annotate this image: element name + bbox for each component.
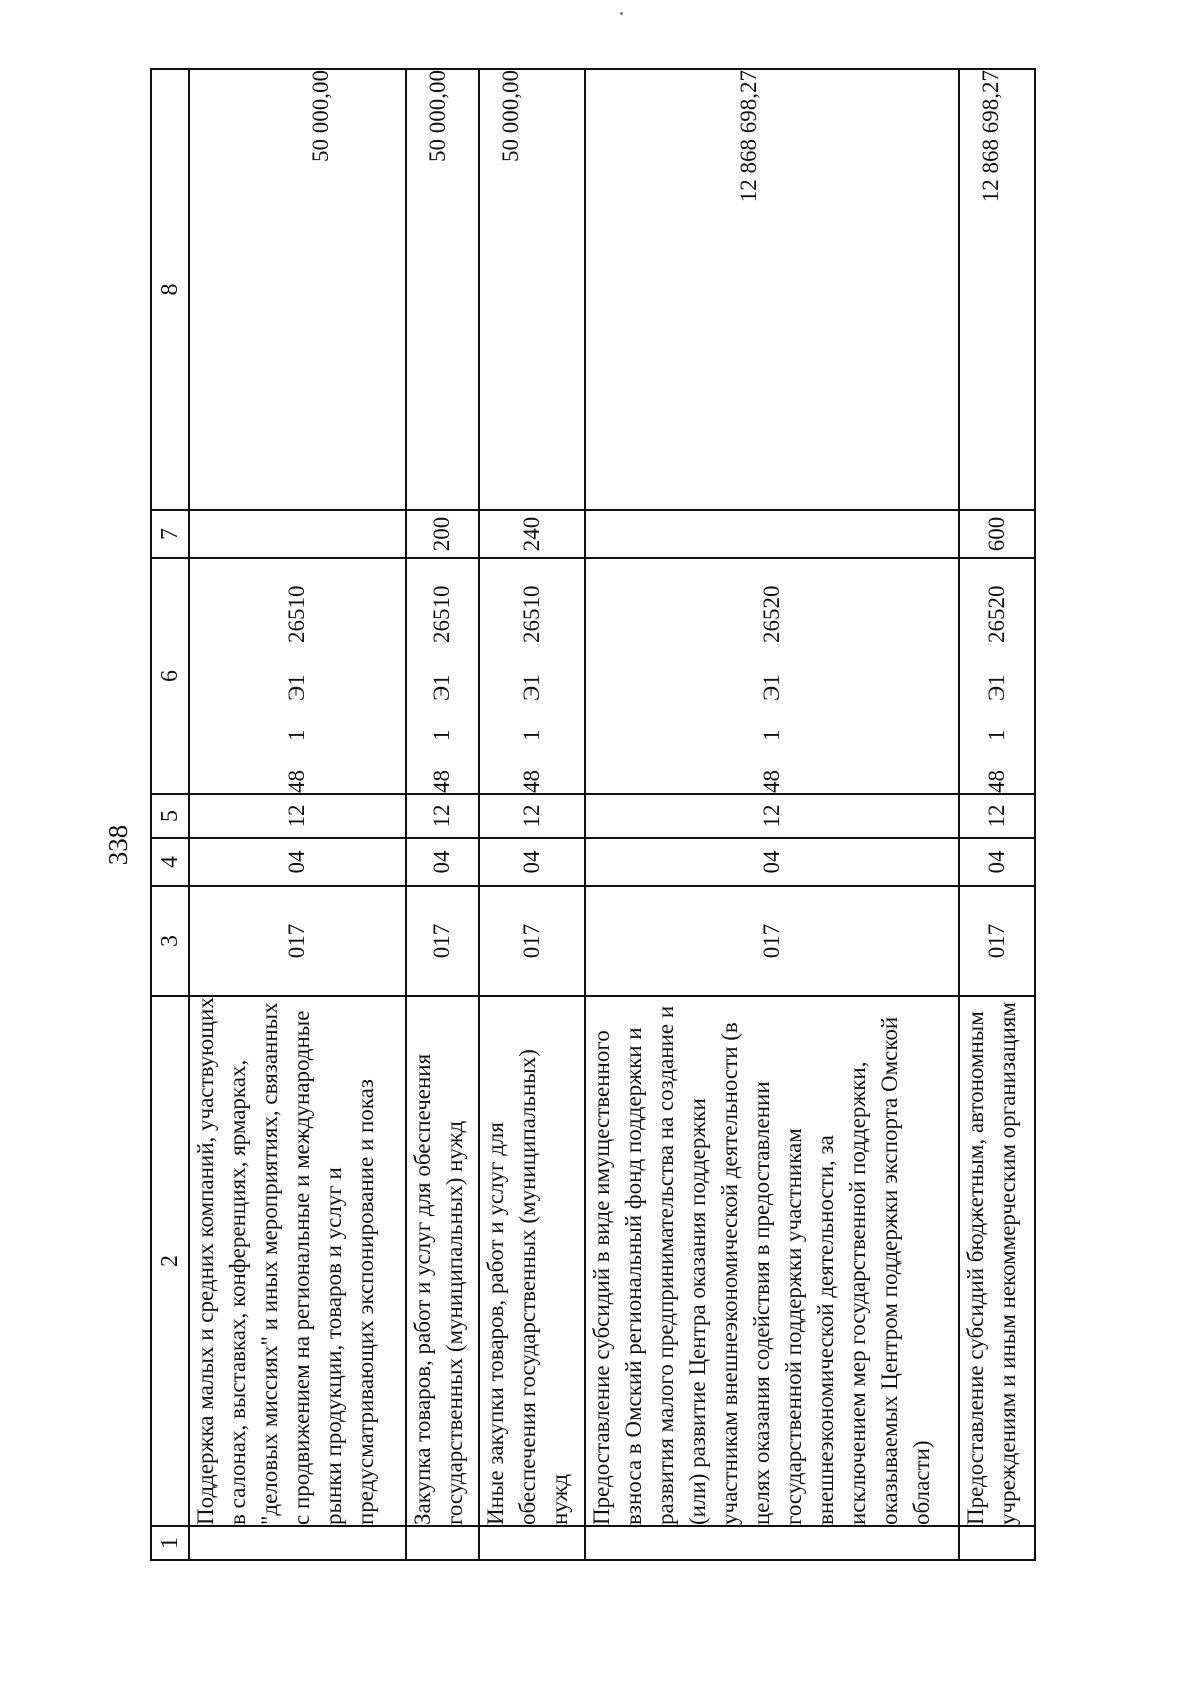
expense-type-cell bbox=[585, 510, 959, 558]
code-ministry-cell: 017 bbox=[189, 886, 406, 996]
expense-type-cell: 200 bbox=[406, 510, 480, 558]
header-cell: 7 bbox=[151, 510, 189, 558]
code-section-cell: 04 bbox=[479, 838, 585, 886]
target-article-cell: 481Э126510 bbox=[406, 558, 480, 794]
code-ministry-cell: 017 bbox=[406, 886, 480, 996]
header-cell: 2 bbox=[151, 996, 189, 1526]
code-ministry-cell: 017 bbox=[479, 886, 585, 996]
target-article-cell: 481Э126520 bbox=[585, 558, 959, 794]
code-section-cell: 04 bbox=[406, 838, 480, 886]
amount-cell: 50 000,00 bbox=[189, 69, 406, 510]
header-cell: 1 bbox=[151, 1526, 189, 1560]
amount-cell: 12 868 698,27 bbox=[585, 69, 959, 510]
table-row bbox=[189, 69, 406, 1560]
code-subsection-cell: 12 bbox=[959, 794, 1035, 838]
amount-cell: 50 000,00 bbox=[479, 69, 585, 510]
header-cell: 4 bbox=[151, 838, 189, 886]
code-subsection-cell: 12 bbox=[585, 794, 959, 838]
header-cell: 8 bbox=[151, 69, 189, 510]
row-number-cell bbox=[479, 1526, 585, 1560]
target-article-cell: 481Э126520 bbox=[959, 558, 1035, 794]
code-section-cell: 04 bbox=[585, 838, 959, 886]
expense-type-cell: 600 bbox=[959, 510, 1035, 558]
row-number-cell bbox=[585, 1526, 959, 1560]
table-row bbox=[406, 69, 480, 1560]
row-name-cell: Поддержка малых и средних компаний, участвующих в салонах, выставках, конференциях, ярмарках, "деловых миссиях" и иных мероприятиях, связанных с продвижением на региональные и международные рынки продукции, товаров и услуг и предусматривающих экспонирование и показ bbox=[189, 996, 406, 1526]
target-article-cell: 481Э126510 bbox=[479, 558, 585, 794]
header-cell: 6 bbox=[151, 558, 189, 794]
page-number: 338 bbox=[103, 824, 133, 866]
header-row bbox=[151, 69, 189, 1560]
code-ministry-cell: 017 bbox=[585, 886, 959, 996]
row-name-cell: Предоставление субсидий бюджетным, автономным учреждениям и иным некоммерческим организациям bbox=[959, 996, 1035, 1526]
rotated-document-table bbox=[150, 70, 1036, 1561]
code-subsection-cell: 12 bbox=[479, 794, 585, 838]
amount-cell: 12 868 698,27 bbox=[959, 69, 1035, 510]
row-number-cell bbox=[406, 1526, 480, 1560]
target-article-cell: 481Э126510 bbox=[189, 558, 406, 794]
table-row bbox=[479, 69, 585, 1560]
scan-speck bbox=[620, 12, 623, 15]
code-section-cell: 04 bbox=[189, 838, 406, 886]
code-ministry-cell: 017 bbox=[959, 886, 1035, 996]
code-subsection-cell: 12 bbox=[189, 794, 406, 838]
budget-table bbox=[150, 68, 1036, 1561]
code-subsection-cell: 12 bbox=[406, 794, 480, 838]
expense-type-cell: 240 bbox=[479, 510, 585, 558]
header-cell: 5 bbox=[151, 794, 189, 838]
row-name-cell: Предоставление субсидий в виде имущественного взноса в Омский региональный фонд поддержки и развития малого предпринимательства на создание и (или) развитие Центра оказания поддержки участникам внешнеэкономической деятельности (в целях оказания содействия в предоставлении государственной поддержки участникам внешнеэкономической деятельности, за исключением мер государственной поддержки, оказываемых Центром поддержки экспорта Омской области) bbox=[585, 996, 959, 1526]
amount-cell: 50 000,00 bbox=[406, 69, 480, 510]
expense-type-cell bbox=[189, 510, 406, 558]
header-cell: 3 bbox=[151, 886, 189, 996]
row-name-cell: Иные закупки товаров, работ и услуг для обеспечения государственных (муниципальных) нужд bbox=[479, 996, 585, 1526]
row-number-cell bbox=[959, 1526, 1035, 1560]
row-name-cell: Закупка товаров, работ и услуг для обеспечения государственных (муниципальных) нужд bbox=[406, 996, 480, 1526]
table-row bbox=[585, 69, 959, 1560]
row-number-cell bbox=[189, 1526, 406, 1560]
code-section-cell: 04 bbox=[959, 838, 1035, 886]
table-row bbox=[959, 69, 1035, 1560]
